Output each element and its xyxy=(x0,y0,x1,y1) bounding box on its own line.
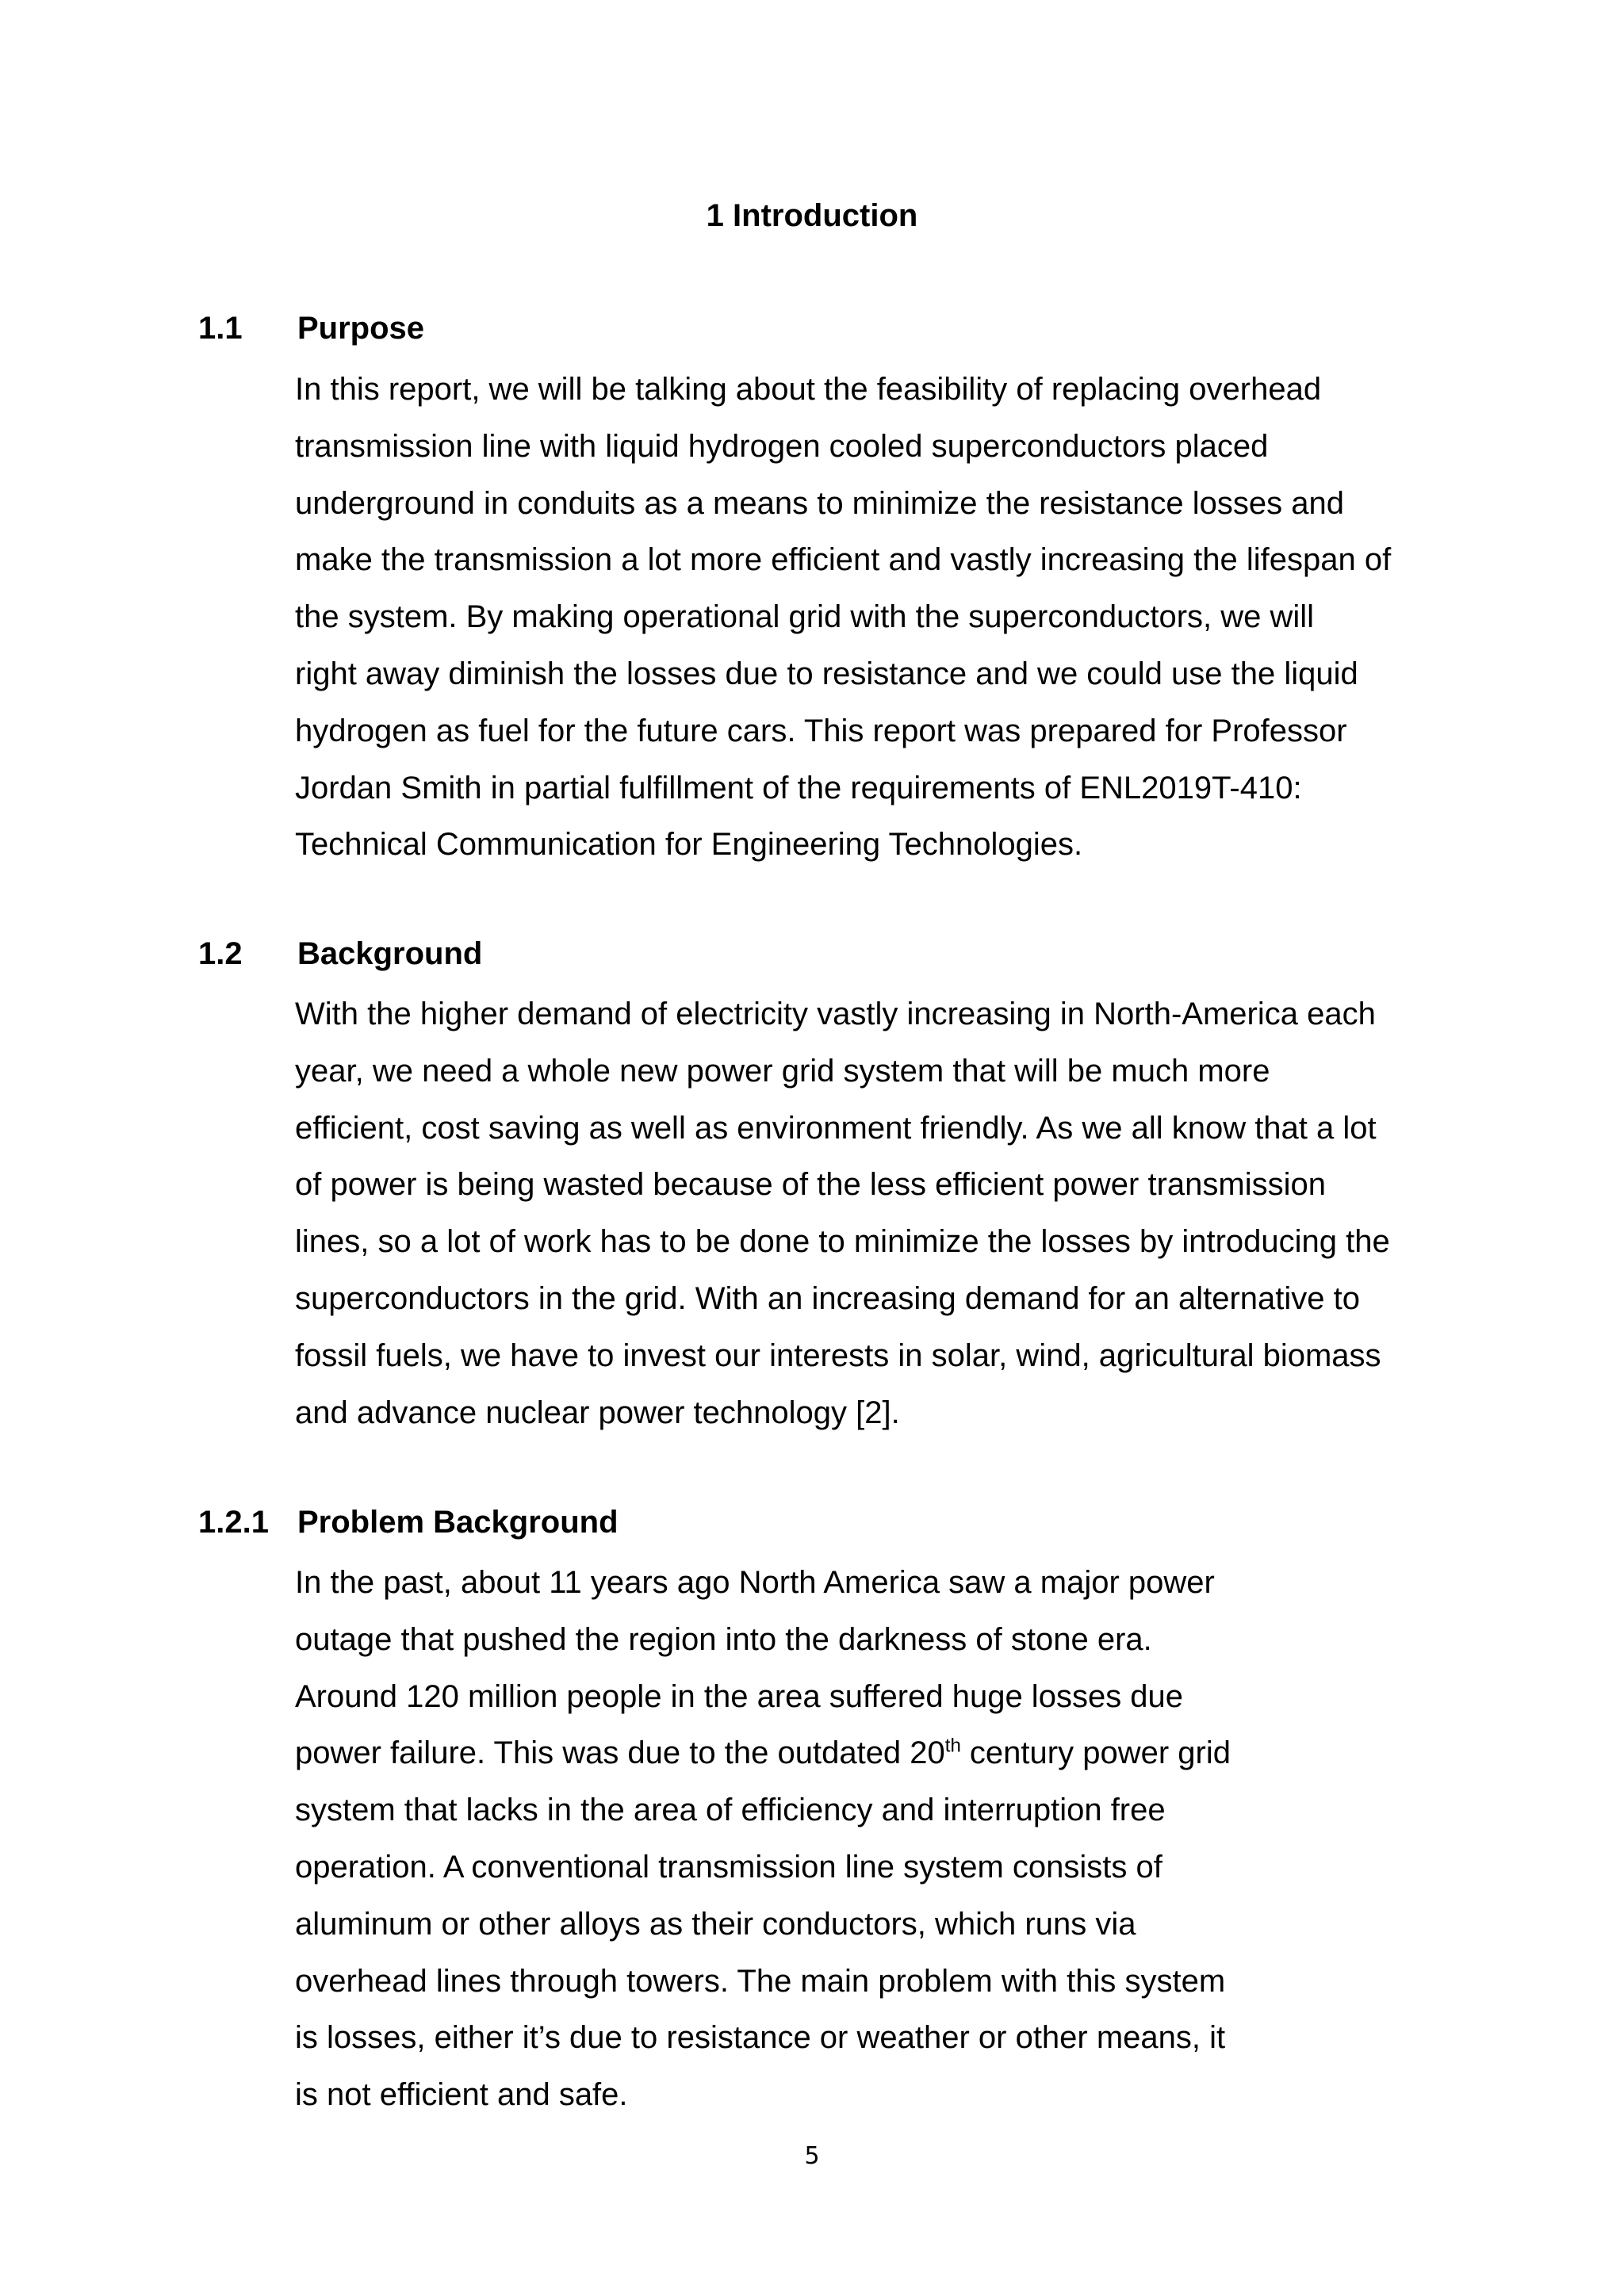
paragraph-line: fossil fuels, we have to invest our interests in solar, wind, agricultural biomass xyxy=(295,1337,1381,1373)
page-number: 5 xyxy=(804,2142,820,2170)
line-text: century power grid xyxy=(960,1735,1231,1771)
paragraph-line: make the transmission a lot more efficient and vastly increasing the lifespan of xyxy=(295,542,1392,578)
paragraph-line: With the higher demand of electricity vastly increasing in North-America each xyxy=(295,997,1376,1031)
chapter-title: 1 Introduction xyxy=(706,198,918,233)
paragraph-line: hydrogen as fuel for the future cars. This report was prepared for Professor xyxy=(295,713,1347,748)
paragraph-line: aluminum or other alloys as their conductors, which runs via xyxy=(295,1906,1136,1942)
problem-background-paragraph xyxy=(295,1555,1231,2124)
paragraph-line: In this report, we will be talking about the feasibility of replacing overhead xyxy=(295,372,1322,407)
section-number: 1.2 xyxy=(198,936,243,971)
section-number: 1.2.1 xyxy=(198,1505,269,1540)
ordinal-superscript: th xyxy=(944,1735,961,1758)
section-title: Purpose xyxy=(297,311,425,346)
section-heading-background xyxy=(198,935,482,973)
paragraph-line: overhead lines through towers. The main problem with this system xyxy=(295,1963,1226,1999)
paragraph-line: and advance nuclear power technology [2]. xyxy=(295,1395,900,1430)
paragraph-line: Technical Communication for Engineering Technologies. xyxy=(295,827,1083,863)
background-paragraph xyxy=(295,986,1390,1441)
paragraph-line: operation. A conventional transmission line system consists of xyxy=(295,1849,1162,1885)
paragraph-line: In the past, about 11 years ago North America saw a major power xyxy=(295,1565,1215,1600)
section-heading-problem-background xyxy=(198,1503,619,1541)
section-heading-purpose xyxy=(198,309,424,347)
paragraph-line: underground in conduits as a means to minimize the resistance losses and xyxy=(295,485,1344,521)
paragraph-line: right away diminish the losses due to resistance and we could use the liquid xyxy=(295,656,1358,691)
paragraph-line: of power is being wasted because of the less efficient power transmission xyxy=(295,1167,1326,1203)
paragraph-line: lines, so a lot of work has to be done to minimize the losses by introducing the xyxy=(295,1224,1390,1260)
section-number: 1.1 xyxy=(198,311,243,346)
paragraph-line: the system. By making operational grid with the superconductors, we will xyxy=(295,599,1315,635)
paragraph-line-with-superscript xyxy=(295,1725,1231,1782)
paragraph-line: year, we need a whole new power grid system that will be much more xyxy=(295,1053,1270,1089)
purpose-paragraph xyxy=(295,362,1391,874)
paragraph-line: efficient, cost saving as well as environment friendly. As we all know that a lot xyxy=(295,1110,1377,1146)
paragraph-line: transmission line with liquid hydrogen cooled superconductors placed xyxy=(295,428,1269,464)
section-title: Background xyxy=(297,936,483,971)
paragraph-line: is losses, either it’s due to resistance or weather or other means, it xyxy=(295,2020,1226,2056)
paragraph-line: is not efficient and safe. xyxy=(295,2077,628,2113)
paragraph-line: system that lacks in the area of efficiency and interruption free xyxy=(295,1793,1166,1828)
paragraph-line: Around 120 million people in the area suffered huge losses due xyxy=(295,1678,1184,1714)
paragraph-line: outage that pushed the region into the darkness of stone era. xyxy=(295,1621,1152,1657)
paragraph-line: Jordan Smith in partial fulfillment of the requirements of ENL2019T-410: xyxy=(295,770,1302,806)
line-text: power failure. This was due to the outdated 20 xyxy=(295,1735,945,1771)
paragraph-line: superconductors in the grid. With an increasing demand for an alternative to xyxy=(295,1280,1360,1316)
section-title: Problem Background xyxy=(297,1505,619,1540)
